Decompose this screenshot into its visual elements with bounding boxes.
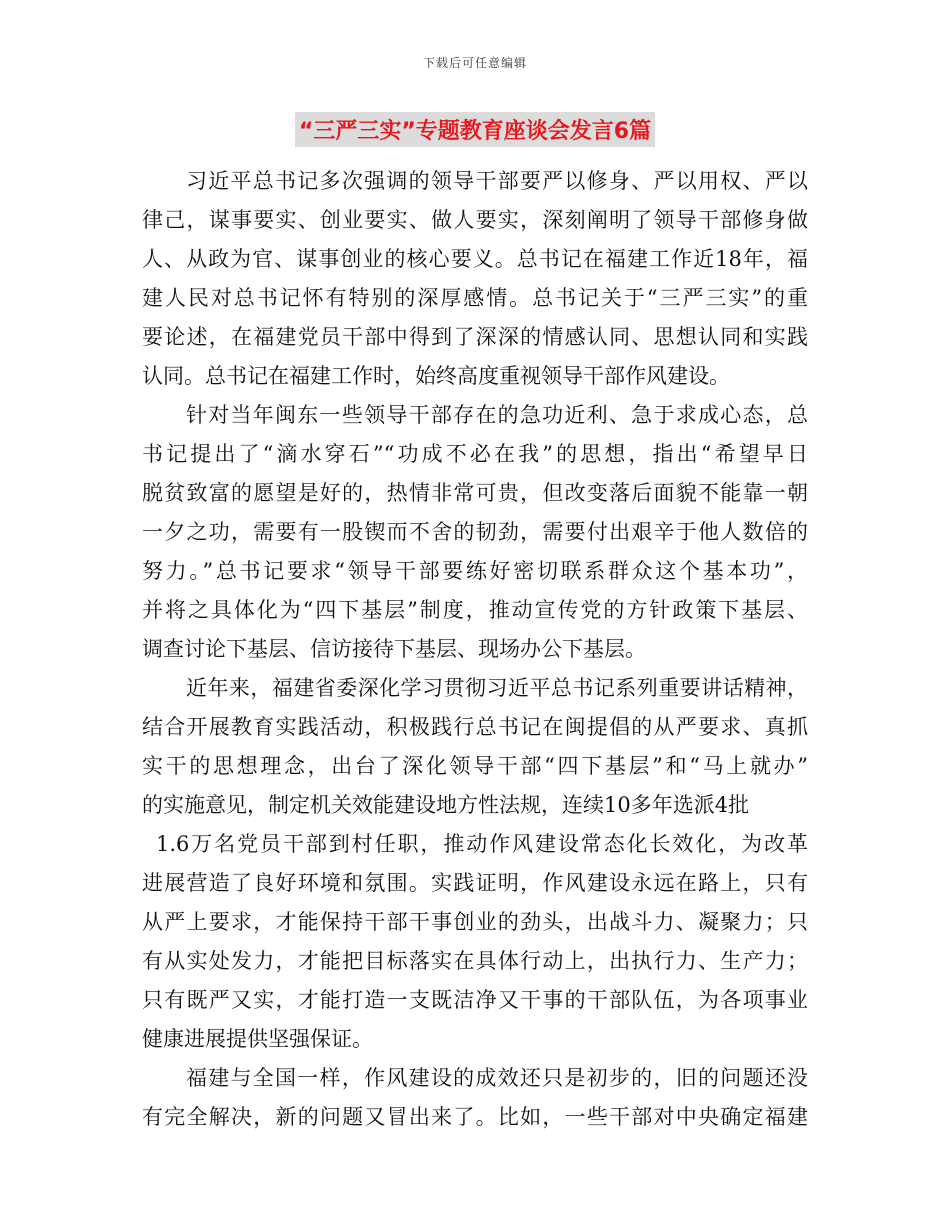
body-line: 有完全解决，新的问题又冒出来了。比如，一些干部对中央确定福建 bbox=[142, 1105, 808, 1129]
body-line: 结合开展教育实践活动，积极践行总书记在闽提倡的从严要求、真抓 bbox=[142, 715, 808, 739]
body-line: 一夕之功，需要有一股锲而不舍的韧劲，需要付出艰辛于他人数倍的 bbox=[142, 520, 808, 544]
body-line: 并将之具体化为“四下基层”制度，推动宣传党的方针政策下基层、 bbox=[142, 598, 808, 622]
body-line: 习近平总书记多次强调的领导干部要严以修身、严以用权、严以 bbox=[186, 169, 808, 193]
body-line: 调查讨论下基层、信访接待下基层、现场办公下基层。 bbox=[142, 637, 646, 661]
body-line: 的实施意见，制定机关效能建设地方性法规，连续10多年选派4批 bbox=[142, 793, 750, 817]
body-line: 福建与全国一样，作风建设的成效还只是初步的，旧的问题还没 bbox=[186, 1066, 808, 1090]
document-body bbox=[142, 162, 808, 1137]
body-line: 实干的思想理念，出台了深化领导干部“四下基层”和“马上就办” bbox=[142, 754, 808, 778]
header-note: 下载后可任意编辑 bbox=[422, 56, 527, 70]
body-line: 进展营造了良好环境和氛围。实践证明，作风建设永远在路上，只有 bbox=[142, 871, 808, 895]
title-wrap bbox=[0, 112, 950, 147]
document-title: “三严三实”专题教育座谈会发言6篇 bbox=[295, 112, 655, 147]
body-line: 律己，谋事要实、创业要实、做人要实，深刻阐明了领导干部修身做 bbox=[142, 208, 808, 232]
body-line: 认同。总书记在福建工作时，始终高度重视领导干部作风建设。 bbox=[142, 364, 730, 388]
body-line: 人、从政为官、谋事创业的核心要义。总书记在福建工作近18年，福 bbox=[142, 247, 808, 271]
body-line: 建人民对总书记怀有特别的深厚感情。总书记关于“三严三实”的重 bbox=[142, 286, 808, 310]
body-line: 脱贫致富的愿望是好的，热情非常可贵，但改变落后面貌不能靠一朝 bbox=[142, 481, 808, 505]
body-line: 努力。”总书记要求“领导干部要练好密切联系群众这个基本功”， bbox=[142, 559, 808, 583]
body-line: 从严上要求，才能保持干部干事创业的劲头，出战斗力、凝聚力；只 bbox=[142, 910, 808, 934]
body-line: 只有既严又实，才能打造一支既洁净又干事的干部队伍，为各项事业 bbox=[142, 988, 808, 1012]
body-line: 近年来，福建省委深化学习贯彻习近平总书记系列重要讲话精神， bbox=[186, 676, 808, 700]
body-line: 要论述，在福建党员干部中得到了深深的情感认同、思想认同和实践 bbox=[142, 325, 808, 349]
body-line: 1.6万名党员干部到村任职，推动作风建设常态化长效化，为改革 bbox=[156, 832, 808, 856]
body-line: 针对当年闽东一些领导干部存在的急功近利、急于求成心态，总 bbox=[186, 403, 808, 427]
body-line: 健康进展提供坚强保证。 bbox=[142, 1027, 373, 1051]
body-line: 书记提出了“滴水穿石”“功成不必在我”的思想，指出“希望早日 bbox=[142, 442, 808, 466]
body-line: 有从实处发力，才能把目标落实在具体行动上，出执行力、生产力； bbox=[142, 949, 808, 973]
